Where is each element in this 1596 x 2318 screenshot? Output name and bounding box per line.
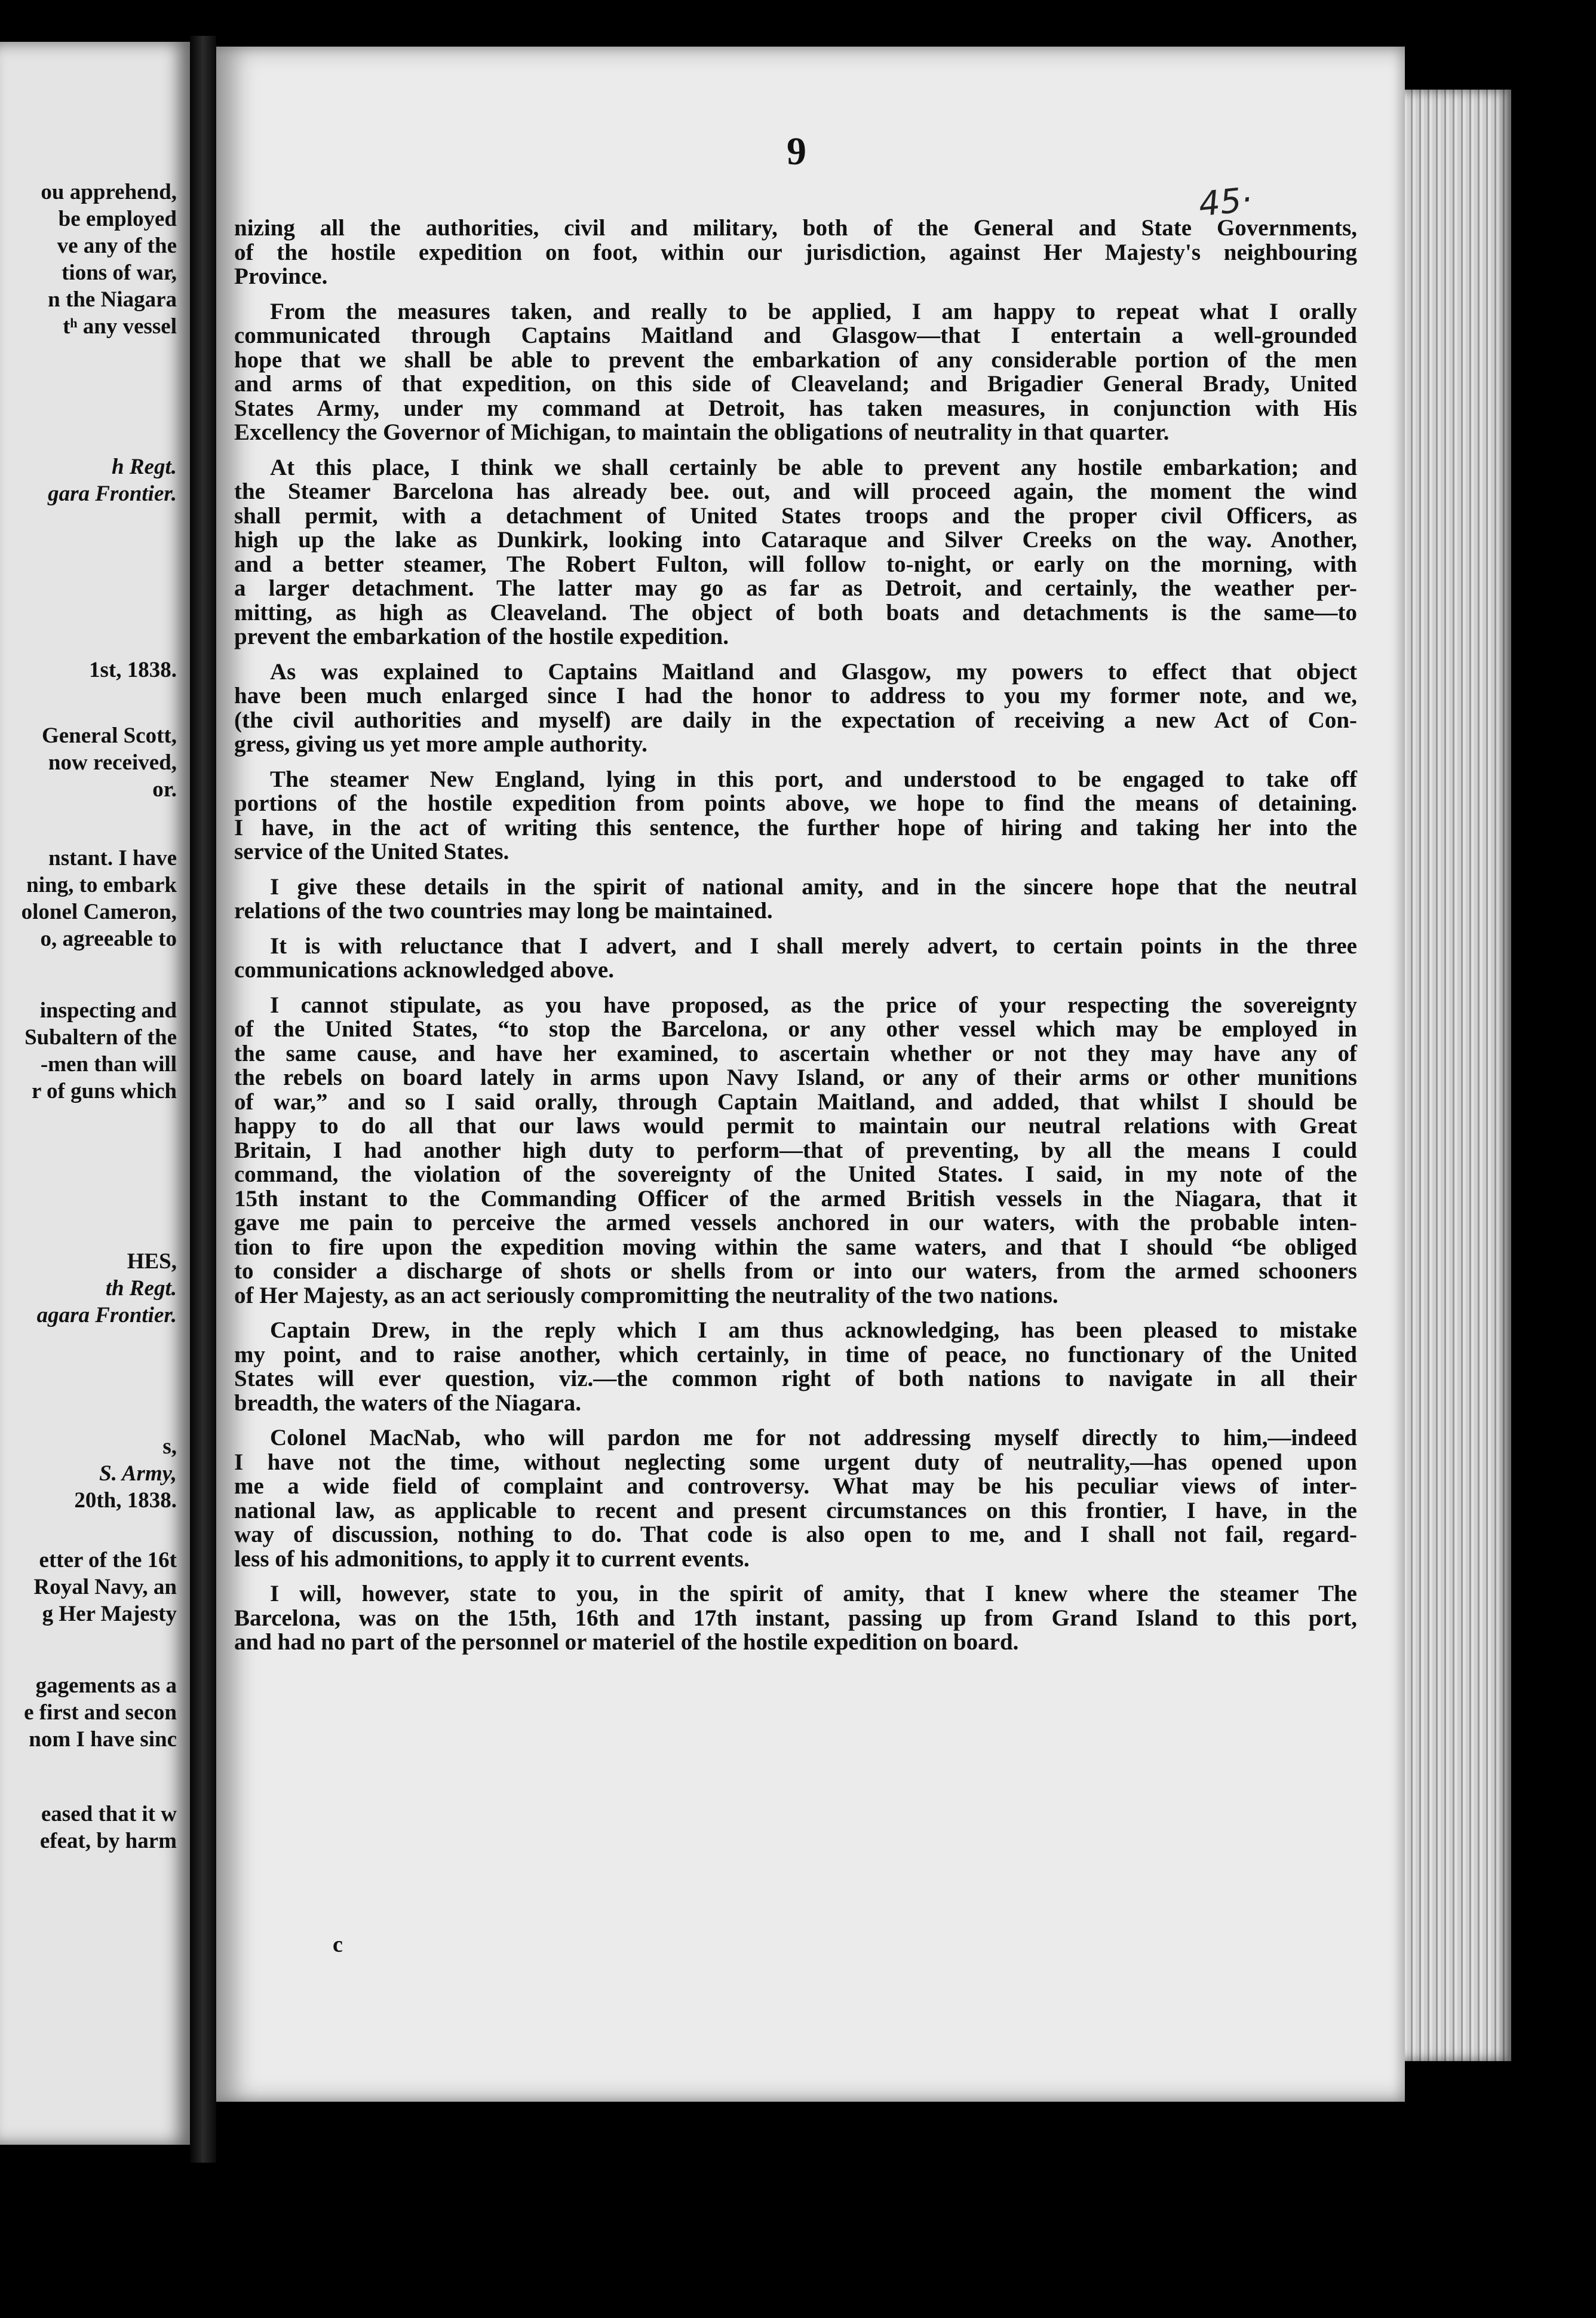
paragraph [234,1426,1357,1571]
text-line: and a better steamer, The Robert Fulton, will follow to-night, or early on the morning, with [234,551,1357,577]
text-line: command, the violation of the sovereignty of the United States. I said, in my note of the [234,1161,1357,1187]
paragraph [234,660,1357,757]
paragraph [234,300,1357,445]
previous-page-line: HES, [127,1249,177,1274]
text-line: and had no part of the personnel or materiel of the hostile expedition on board. [234,1629,1019,1655]
text-line: have been much enlarged since I had the honor to address to you my former note, and we, [234,683,1357,709]
previous-page-line: efeat, by harm [39,1829,177,1853]
previous-page-line: ou apprehend, [41,180,177,204]
text-line: way of discussion, nothing to do. That code is also open to me, and I shall not fail, regard- [234,1522,1357,1547]
text-line: I have not the time, without neglecting some urgent duty of neutrality,—has opened upon [234,1449,1357,1475]
paragraph [234,456,1357,649]
paragraph [234,1582,1357,1655]
paragraph-gap [234,924,1357,934]
text-line: I have, in the act of writing this sentence, the further hope of hiring and taking her into the [234,814,1357,841]
text-line: Colonel MacNab, who will pardon me for not addressing myself directly to him,—indeed [270,1425,1357,1451]
signature-mark: c [333,1932,343,1957]
text-line: tion to fire upon the expedition moving within the same waters, and that I should “be obliged [234,1234,1357,1260]
text-line: shall permit, with a detachment of United States troops and the proper civil Officers, as [234,502,1357,529]
text-line: mitting, as high as Cleaveland. The object of both boats and detachments is the same—to [234,599,1357,626]
text-line: gress, giving us yet more ample authority. [234,731,647,757]
previous-page-line: inspecting and [39,998,177,1023]
paragraph [234,216,1357,289]
previous-page-line: r of guns which [32,1079,177,1103]
text-line: breadth, the waters of the Niagara. [234,1390,581,1416]
paragraph-gap [234,983,1357,994]
text-line: I give these details in the spirit of national amity, and in the sincere hope that the neutral [270,873,1357,900]
paragraph-gap [234,289,1357,300]
previous-page-line: General Scott, [41,723,177,748]
paragraph-gap [234,864,1357,875]
previous-page-line: be employed [58,207,177,231]
paragraph [234,875,1357,924]
text-line: States Army, under my command at Detroit, has taken measures, in conjunction with His [234,395,1357,421]
previous-page-line: -men than will [40,1052,177,1077]
previous-page-line: th Regt. [105,1276,177,1301]
text-line: The steamer New England, lying in this port, and understood to be engaged to take off [270,766,1357,792]
previous-page-line: Subaltern of the [24,1025,177,1050]
paragraph [234,1319,1357,1415]
letter-body [234,216,1357,1655]
previous-page-line: eased that it w [41,1802,177,1826]
text-line: the same cause, and have her examined, to ascertain whether or not they may have any of [234,1040,1357,1066]
previous-page-line: olonel Cameron, [21,900,177,924]
text-line: the rebels on board lately in arms upon Navy Island, or any of their arms or other munitions [234,1065,1357,1090]
page-number: 9 [787,130,806,173]
document-page [216,47,1405,2102]
previous-page-line: Royal Navy, an [33,1575,177,1599]
text-line: to consider a discharge of shots or shells from or into our waters, from the armed schooners [234,1258,1357,1284]
text-line: nizing all the authorities, civil and military, both of the General and State Governments, [234,215,1357,241]
previous-page-line: or. [152,777,177,802]
paragraph-gap [234,649,1357,660]
text-line: happy to do all that our laws would permit to maintain our neutral relations with Great [234,1113,1357,1139]
text-line: As was explained to Captains Maitland and Glasgow, my powers to effect that object [270,658,1357,685]
text-line: of the United States, “to stop the Barcelona, or any other vessel which may be employed in [234,1016,1357,1042]
previous-page-line: agara Frontier. [36,1303,177,1327]
text-line: the Steamer Barcelona has already bee. out, and will proceed again, the moment the wind [234,479,1357,504]
text-line: communications acknowledged above. [234,957,614,983]
previous-page-line: 1st, 1838. [89,658,177,682]
text-line: gave me pain to perceive the armed vessels anchored in our waters, with the probable inten- [234,1210,1357,1235]
text-line: my point, and to raise another, which certainly, in time of peace, no functionary of the United [234,1341,1357,1368]
text-line: of the hostile expedition on foot, within our jurisdiction, against Her Majesty's neighbouring [234,239,1357,265]
text-line: 15th instant to the Commanding Officer of the armed British vessels in the Niagara, that it [234,1185,1357,1212]
previous-page-line: ning, to embark [26,873,177,897]
paragraph [234,768,1357,864]
previous-page-line: nom I have sinc [29,1727,177,1752]
text-line: high up the lake as Dunkirk, looking into Cataraque and Silver Creeks on the way. Another, [234,527,1357,553]
handwritten-annotation: 45· [1196,180,1254,225]
text-line: At this place, I think we shall certainly be able to prevent any hostile embarkation; and [270,454,1357,480]
previous-page-line: etter of the 16t [39,1548,177,1572]
paragraph [234,994,1357,1308]
text-line: portions of the hostile expedition from points above, we hope to find the means of detaining. [234,790,1357,816]
text-line: prevent the embarkation of the hostile expedition. [234,624,729,649]
text-line: (the civil authorities and myself) are daily in the expectation of receiving a new Act of Con- [234,707,1357,733]
text-line: hope that we shall be able to prevent the embarkation of any considerable portion of the men [234,347,1357,373]
text-line: Barcelona, was on the 15th, 16th and 17th instant, passing up from Grand Island to this port, [234,1605,1357,1631]
previous-page-line: S. Army, [99,1461,177,1486]
text-line: communicated through Captains Maitland and Glasgow—that I entertain a well-grounded [234,323,1357,348]
text-line: It is with reluctance that I advert, and I shall merely advert, to certain points in the three [270,933,1357,959]
previous-page-line: nstant. I have [48,846,177,870]
previous-page-line: tions of war, [62,260,177,285]
previous-page-line: ve any of the [57,234,177,258]
text-line: less of his admonitions, to apply it to current events. [234,1546,750,1572]
previous-page-line: s, [162,1434,177,1459]
paragraph [234,934,1357,983]
text-line: States will ever question, viz.—the common right of both nations to navigate in all their [234,1366,1357,1391]
previous-page-line: g Her Majesty [42,1602,177,1626]
text-line: of Her Majesty, as an act seriously compromitting the neutrality of the two nations. [234,1282,1058,1308]
previous-page-line: gara Frontier. [48,482,177,506]
text-line: Province. [234,263,328,289]
text-line: and arms of that expedition, on this side of Cleaveland; and Brigadier General Brady, United [234,371,1357,397]
text-line: Britain, I had another high duty to perform—that of preventing, by all the means I could [234,1137,1357,1163]
previous-page-line: tʰ any vessel [63,314,177,339]
previous-page-line: n the Niagara [48,287,177,312]
text-line: I cannot stipulate, as you have proposed, as the price of your respecting the sovereignty [270,992,1357,1018]
text-line: Captain Drew, in the reply which I am thus acknowledging, has been pleased to mistake [270,1317,1357,1343]
previous-page-line: 20th, 1838. [74,1488,177,1513]
text-line: relations of the two countries may long be maintained. [234,898,773,924]
previous-page-line: h Regt. [112,455,177,479]
text-line: me a wide field of complaint and controversy. What may be his peculiar views of inter- [234,1473,1357,1499]
text-line: a larger detachment. The latter may go as far as Detroit, and certainly, the weather per- [234,575,1357,601]
book-gutter [190,36,216,2163]
text-line: I will, however, state to you, in the spirit of amity, that I knew where the steamer The [270,1581,1357,1606]
previous-page-line: now received, [48,750,177,775]
text-line: of war,” and so I said orally, through Captain Maitland, and added, that whilst I should be [234,1089,1357,1115]
previous-page-fragment [0,42,190,2145]
paragraph-gap [234,757,1357,768]
previous-page-line: gagements as a [35,1673,177,1698]
paragraph-gap [234,445,1357,456]
text-line: national law, as applicable to recent and present circumstances on this frontier, I have, in the [234,1497,1357,1523]
text-line: From the measures taken, and really to be applied, I am happy to repeat what I orally [270,298,1357,324]
text-line: Excellency the Governor of Michigan, to maintain the obligations of neutrality in that quarter. [234,419,1170,445]
previous-page-line: o, agreeable to [40,927,177,951]
text-line: service of the United States. [234,839,510,864]
previous-page-line: e first and secon [24,1700,177,1725]
